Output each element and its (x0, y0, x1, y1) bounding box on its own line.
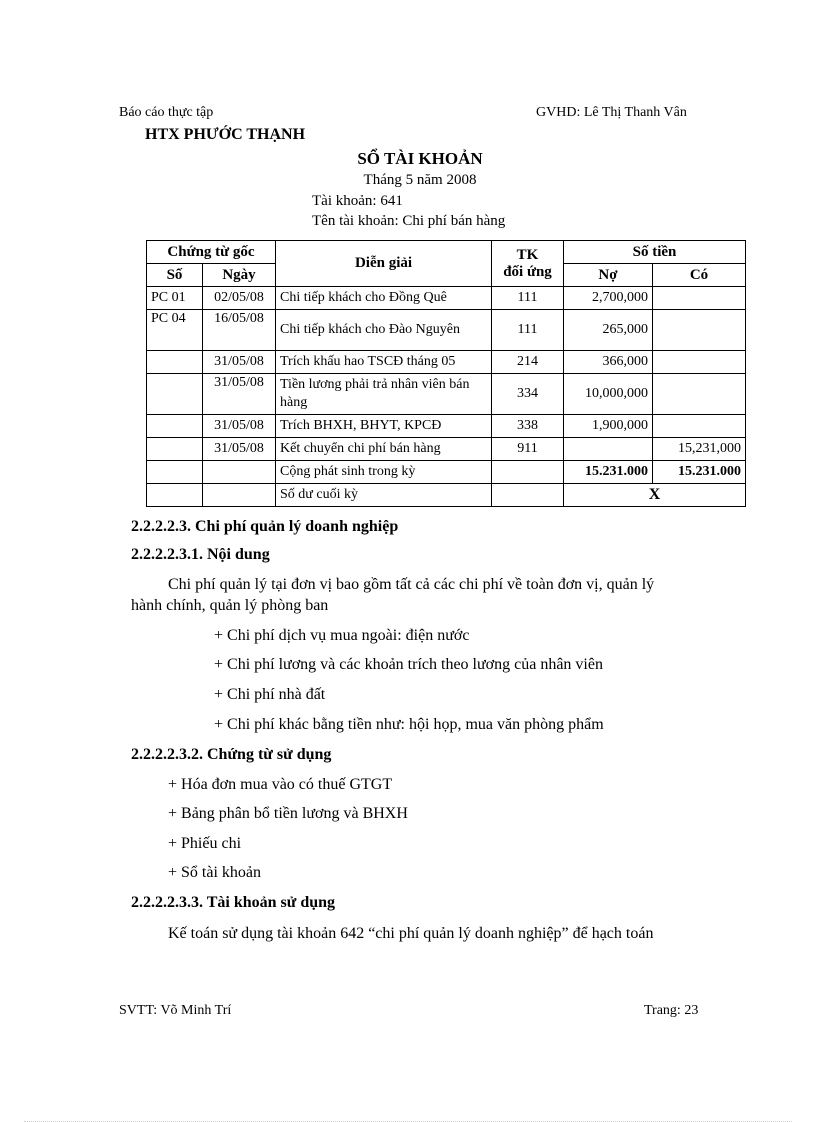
cell-no (147, 374, 203, 415)
footer-student: SVTT: Võ Minh Trí (119, 1003, 232, 1018)
list-item: + Hóa đơn mua vào có thuế GTGT (168, 776, 393, 793)
cell-empty (203, 461, 276, 484)
header-debit: Nợ (564, 264, 653, 287)
ledger-account: Tài khoản: 641 (312, 193, 403, 209)
cell-no (147, 438, 203, 461)
cell-tk: 111 (492, 287, 564, 310)
paragraph-line: Kế toán sử dụng tài khoản 642 “chi phí quản lý doanh nghiệp” để hạch toán (168, 925, 654, 942)
cell-credit (653, 415, 746, 438)
cell-empty (492, 484, 564, 507)
table-row (147, 415, 746, 438)
cell-tk: 214 (492, 351, 564, 374)
cell-desc: Tiền lương phải trả nhân viên bán hàng (276, 374, 492, 415)
total-credit: 15.231.000 (653, 461, 746, 484)
header-tk-line1: TK (516, 246, 539, 263)
cell-debit: 265,000 (564, 310, 653, 351)
ledger-account-name: Tên tài khoản: Chi phí bán hàng (312, 213, 506, 229)
list-item: + Chi phí lương và các khoản trích theo lương của nhân viên (214, 656, 603, 673)
cell-tk: 334 (492, 374, 564, 415)
table-row (147, 287, 746, 310)
ledger-title: SỔ TÀI KHOẢN (357, 149, 483, 168)
cell-desc: Trích khấu hao TSCĐ tháng 05 (276, 351, 492, 374)
table-row (147, 438, 746, 461)
footer-page-number: Trang: 23 (644, 1003, 699, 1018)
subsection-heading: 2.2.2.2.3.3. Tài khoản sử dụng (131, 894, 336, 911)
table-row (147, 351, 746, 374)
cell-debit: 1,900,000 (564, 415, 653, 438)
header-voucher: Chứng từ gốc (147, 241, 276, 264)
cell-desc: Chi tiếp khách cho Đồng Quê (276, 287, 492, 310)
header-report-label: Báo cáo thực tập (119, 105, 214, 120)
list-item: + Chi phí khác bằng tiền như: hội họp, mua văn phòng phẩm (214, 716, 604, 733)
cell-debit: 2,700,000 (564, 287, 653, 310)
cell-no (147, 415, 203, 438)
cell-date: 31/05/08 (203, 415, 276, 438)
cell-debit: 366,000 (564, 351, 653, 374)
header-tk-line2: đối ứng (503, 263, 552, 280)
cell-empty (492, 461, 564, 484)
header-date: Ngày (203, 264, 276, 287)
total-row (147, 461, 746, 484)
cell-date: 16/05/08 (203, 310, 276, 351)
cell-credit (653, 351, 746, 374)
header-description: Diễn giải (276, 241, 492, 287)
ledger-table (146, 240, 746, 507)
cell-date: 31/05/08 (203, 438, 276, 461)
page-edge-divider (24, 1121, 792, 1122)
cell-empty (203, 484, 276, 507)
list-item: + Chi phí dịch vụ mua ngoài: điện nước (214, 627, 470, 644)
cell-date: 31/05/08 (203, 351, 276, 374)
cell-tk: 111 (492, 310, 564, 351)
closing-label: Số dư cuối kỳ (276, 484, 492, 507)
paragraph-line: hành chính, quản lý phòng ban (131, 597, 329, 614)
ledger-month: Tháng 5 năm 2008 (363, 172, 477, 188)
cell-empty (147, 461, 203, 484)
closing-row (147, 484, 746, 507)
cell-desc: Trích BHXH, BHYT, KPCĐ (276, 415, 492, 438)
table-row (147, 374, 746, 415)
cell-credit (653, 287, 746, 310)
subsection-heading: 2.2.2.2.3.2. Chứng từ sử dụng (131, 746, 332, 763)
cell-no (147, 351, 203, 374)
total-label: Cộng phát sinh trong kỳ (276, 461, 492, 484)
header-no: Số (147, 264, 203, 287)
list-item: + Sổ tài khoản (168, 864, 262, 881)
list-item: + Bảng phân bổ tiền lương và BHXH (168, 805, 408, 822)
subsection-heading: 2.2.2.2.3.1. Nội dung (131, 546, 270, 563)
header-supervisor: GVHD: Lê Thị Thanh Vân (536, 105, 687, 120)
cell-credit (653, 310, 746, 351)
cell-no: PC 04 (147, 310, 203, 351)
cell-credit (653, 374, 746, 415)
section-heading: 2.2.2.2.3. Chi phí quản lý doanh nghiệp (131, 518, 399, 535)
cell-date: 02/05/08 (203, 287, 276, 310)
cell-desc: Kết chuyển chi phí bán hàng (276, 438, 492, 461)
cell-desc: Chi tiếp khách cho Đào Nguyên (276, 310, 492, 351)
list-item: + Phiếu chi (168, 835, 242, 852)
cell-date: 31/05/08 (203, 374, 276, 415)
total-debit: 15.231.000 (564, 461, 653, 484)
header-contra-account (492, 241, 564, 287)
cell-credit: 15,231,000 (653, 438, 746, 461)
cell-empty (147, 484, 203, 507)
cell-tk: 338 (492, 415, 564, 438)
cell-debit (564, 438, 653, 461)
closing-value: X (564, 484, 746, 507)
cell-debit: 10,000,000 (564, 374, 653, 415)
list-item: + Chi phí nhà đất (214, 686, 326, 703)
cell-no: PC 01 (147, 287, 203, 310)
table-row (147, 310, 746, 351)
header-credit: Có (653, 264, 746, 287)
company-name: HTX PHƯỚC THẠNH (145, 126, 306, 143)
header-amount: Số tiền (564, 241, 746, 264)
paragraph-line: Chi phí quản lý tại đơn vị bao gồm tất cả các chi phí về toàn đơn vị, quản lý (168, 576, 655, 593)
cell-tk: 911 (492, 438, 564, 461)
